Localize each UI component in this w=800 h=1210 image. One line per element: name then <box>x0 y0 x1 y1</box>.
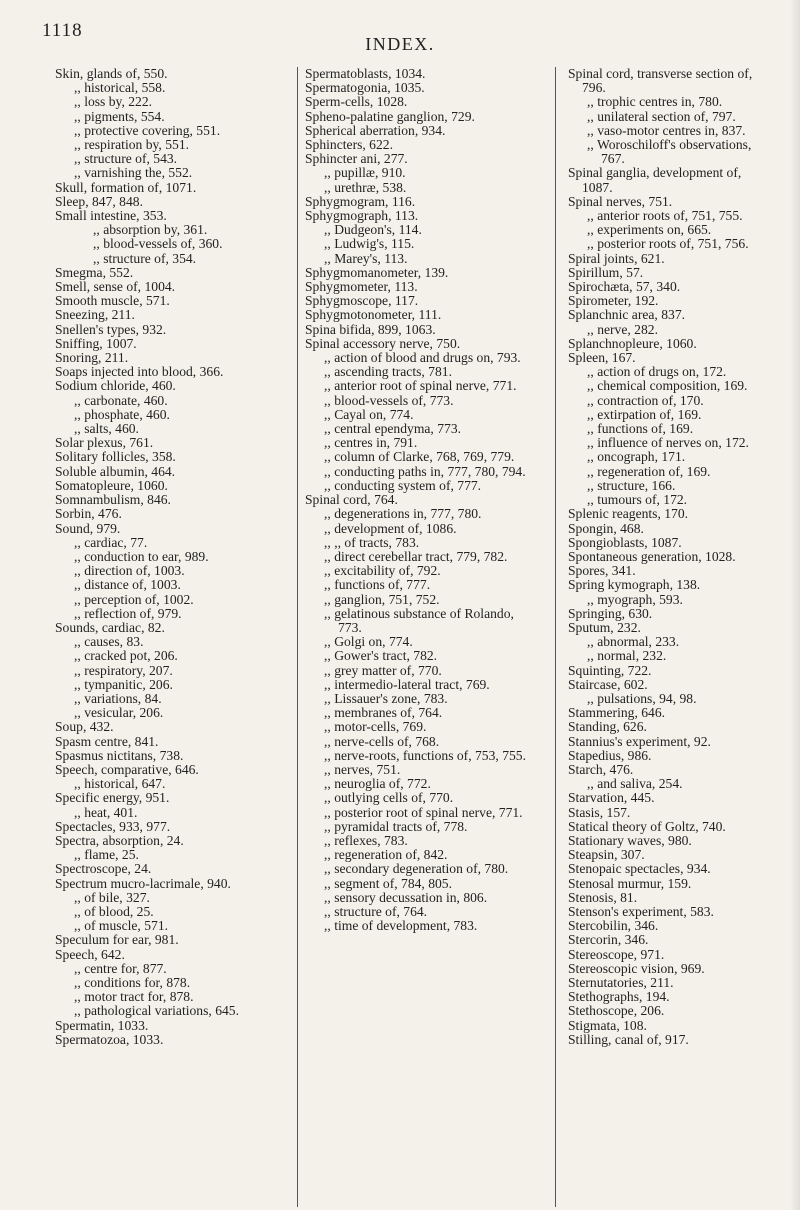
page-edge-shadow <box>790 0 800 1210</box>
index-entry: Sorbin, 476. <box>55 506 122 522</box>
index-entry: ,, ,, of tracts, 783. <box>324 534 420 550</box>
index-entry: ,, pyramidal tracts of, 778. <box>324 818 468 834</box>
index-entry: Stigmata, 108. <box>568 1017 647 1033</box>
index-entry: Snoring, 211. <box>55 350 129 366</box>
index-entry: Standing, 626. <box>568 719 647 735</box>
index-entry: Sodium chloride, 460. <box>55 378 176 394</box>
index-entry: ,, grey matter of, 770. <box>324 662 442 678</box>
index-entry: ,, structure of, 543. <box>74 151 178 167</box>
index-entry: Solar plexus, 761. <box>55 435 154 451</box>
index-entry: ,, Cayal on, 774. <box>324 406 414 422</box>
index-entry: ,, historical, 558. <box>74 80 166 96</box>
column-divider-left <box>297 67 298 1207</box>
index-entry: Soup, 432. <box>55 719 114 735</box>
index-entry: Spinal cord, 764. <box>305 492 398 508</box>
index-entry: Sphincters, 622. <box>305 137 393 153</box>
index-entry: Starvation, 445. <box>568 790 655 806</box>
index-entry: ,, and saliva, 254. <box>587 776 683 792</box>
index-entry: Speech, 642. <box>55 946 125 962</box>
index-entry: ,, degenerations in, 777, 780. <box>324 506 482 522</box>
index-entry: Squinting, 722. <box>568 662 652 678</box>
index-entry: Spirillum, 57. <box>568 264 644 280</box>
index-entry: Stereoscopic vision, 969. <box>568 960 705 976</box>
index-entry: ,, chemical composition, 169. <box>587 378 748 394</box>
index-entry: ,, Woroschiloff's observations, 767. <box>587 137 752 167</box>
index-entry: Stenosis, 81. <box>568 889 638 905</box>
index-entry: ,, vaso-motor centres in, 837. <box>587 122 746 138</box>
index-entry: ,, time of development, 783. <box>324 918 478 934</box>
index-entry: ,, Ludwig's, 115. <box>324 236 415 252</box>
index-entry: ,, nerves, 751. <box>324 761 401 777</box>
index-entry: ,, respiratory, 207. <box>74 662 173 678</box>
index-entry: ,, segment of, 784, 805. <box>324 875 452 891</box>
index-entry: ,, varnishing the, 552. <box>74 165 193 181</box>
index-entry: Spectacles, 933, 977. <box>55 818 171 834</box>
index-entry: Sphincter ani, 277. <box>305 151 408 167</box>
index-entry: Sounds, cardiac, 82. <box>55 619 165 635</box>
index-entry: ,, functions of, 777. <box>324 577 431 593</box>
index-entry: ,, Gower's tract, 782. <box>324 648 438 664</box>
index-entry: ,, nerve-roots, functions of, 753, 755. <box>324 747 526 763</box>
index-entry: Stenopaic spectacles, 934. <box>568 861 711 877</box>
index-entry: Stercobilin, 346. <box>568 918 659 934</box>
index-entry: Spermatogonia, 1035. <box>305 80 425 96</box>
index-entry: Spores, 341. <box>568 563 636 579</box>
index-entry: Sphygmograph, 113. <box>305 208 419 224</box>
index-entry: ,, of blood, 25. <box>74 903 154 919</box>
index-entry: ,, salts, 460. <box>74 421 139 437</box>
index-entry: ,, carbonate, 460. <box>74 392 168 408</box>
page-number: 1118 <box>42 20 83 41</box>
index-entry: ,, Lissauer's zone, 783. <box>324 690 448 706</box>
index-entry: Sphygmogram, 116. <box>305 193 416 209</box>
index-entry: Spinal ganglia, development of, 1087. <box>568 165 742 195</box>
index-entry: Smegma, 552. <box>55 264 134 280</box>
index-entry: ,, perception of, 1002. <box>74 591 194 607</box>
index-entry: ,, outlying cells of, 770. <box>324 790 454 806</box>
index-entry: ,, oncograph, 171. <box>587 449 686 465</box>
index-entry: Spinal accessory nerve, 750. <box>305 335 461 351</box>
index-entry: Sleep, 847, 848. <box>55 193 143 209</box>
index-entry: ,, direction of, 1003. <box>74 563 185 579</box>
index-entry: Statical theory of Goltz, 740. <box>568 818 726 834</box>
index-entry: ,, normal, 232. <box>587 648 667 664</box>
index-entry: Spheno-palatine ganglion, 729. <box>305 108 475 124</box>
index-entry: Stasis, 157. <box>568 804 631 820</box>
index-entry: Stenson's experiment, 583. <box>568 903 714 919</box>
index-entry: ,, experiments on, 665. <box>587 222 712 238</box>
index-entry: ,, heat, 401. <box>74 804 138 820</box>
index-entry: Somnambulism, 846. <box>55 492 171 508</box>
index-entry: Snellen's types, 932. <box>55 321 167 337</box>
index-entry: ,, development of, 1086. <box>324 520 457 536</box>
index-entry: ,, extirpation of, 169. <box>587 406 702 422</box>
index-entry: Spermatin, 1033. <box>55 1017 149 1033</box>
index-entry: ,, anterior roots of, 751, 755. <box>587 208 743 224</box>
index-entry: Spleen, 167. <box>568 350 636 366</box>
index-entry: Spiral joints, 621. <box>568 250 665 266</box>
index-entry: ,, regeneration of, 842. <box>324 847 448 863</box>
index-entry: ,, action of drugs on, 172. <box>587 364 727 380</box>
index-entry: ,, structure of, 764. <box>324 903 428 919</box>
index-entry: Small intestine, 353. <box>55 208 167 224</box>
index-entry: ,, tympanitic, 206. <box>74 676 173 692</box>
index-entry: ,, membranes of, 764. <box>324 705 443 721</box>
index-entry: Splanchnopleure, 1060. <box>568 335 697 351</box>
index-entry: ,, action of blood and drugs on, 793. <box>324 350 521 366</box>
index-entry: ,, posterior roots of, 751, 756. <box>587 236 749 252</box>
index-entry: Smooth muscle, 571. <box>55 293 170 309</box>
index-entry: Sphygmotonometer, 111. <box>305 307 442 323</box>
index-entry: ,, reflection of, 979. <box>74 605 182 621</box>
index-entry: ,, of muscle, 571. <box>74 918 169 934</box>
index-entry: Spirometer, 192. <box>568 293 659 309</box>
index-entry: Sperm-cells, 1028. <box>305 94 408 110</box>
index-entry: ,, Dudgeon's, 114. <box>324 222 422 238</box>
index-entry: ,, contraction of, 170. <box>587 392 704 408</box>
index-entry: Stilling, canal of, 917. <box>568 1031 689 1047</box>
index-column-1 <box>55 67 280 1047</box>
index-entry: Spirochæta, 57, 340. <box>568 279 681 295</box>
index-entry: Splenic reagents, 170. <box>568 506 689 522</box>
index-entry: Speech, comparative, 646. <box>55 761 199 777</box>
index-entry: ,, myograph, 593. <box>587 591 683 607</box>
index-entry: ,, historical, 647. <box>74 776 166 792</box>
index-entry: ,, structure, 166. <box>587 477 676 493</box>
index-entry: Solitary follicles, 358. <box>55 449 176 465</box>
index-entry: ,, pupillæ, 910. <box>324 165 406 181</box>
index-entry: ,, structure of, 354. <box>93 250 197 266</box>
index-entry: ,, ascending tracts, 781. <box>324 364 452 380</box>
index-entry: Spherical aberration, 934. <box>305 122 446 138</box>
index-entry: ,, ganglion, 751, 752. <box>324 591 440 607</box>
index-entry: ,, distance of, 1003. <box>74 577 181 593</box>
index-entry: Soaps injected into blood, 366. <box>55 364 224 380</box>
index-entry: ,, blood-vessels of, 360. <box>93 236 223 252</box>
index-entry: Spectra, absorption, 24. <box>55 832 184 848</box>
index-entry: ,, blood-vessels of, 773. <box>324 392 454 408</box>
index-entry: Skull, formation of, 1071. <box>55 179 197 195</box>
index-entry: Soluble albumin, 464. <box>55 463 176 479</box>
index-entry: ,, motor-cells, 769. <box>324 719 427 735</box>
index-entry: ,, pulsations, 94, 98. <box>587 690 697 706</box>
index-entry: Sphygmoscope, 117. <box>305 293 419 309</box>
index-entry: Sniffing, 1007. <box>55 335 137 351</box>
index-entry: ,, anterior root of spinal nerve, 771. <box>324 378 517 394</box>
index-entry: Spermatozoa, 1033. <box>55 1031 164 1047</box>
index-entry: ,, neuroglia of, 772. <box>324 776 431 792</box>
column-divider-right <box>555 67 556 1207</box>
index-entry: ,, respiration by, 551. <box>74 137 190 153</box>
index-entry: ,, protective covering, 551. <box>74 122 221 138</box>
index-entry: ,, conduction to ear, 989. <box>74 548 209 564</box>
index-entry: ,, conducting paths in, 777, 780, 794. <box>324 463 526 479</box>
index-entry: ,, nerve-cells of, 768. <box>324 733 440 749</box>
index-entry: ,, secondary degeneration of, 780. <box>324 861 509 877</box>
index-entry: Stereoscope, 971. <box>568 946 665 962</box>
index-entry: ,, urethræ, 538. <box>324 179 407 195</box>
index-entry: ,, abnormal, 233. <box>587 634 680 650</box>
index-entry: Stationary waves, 980. <box>568 832 692 848</box>
index-entry: ,, tumours of, 172. <box>587 492 688 508</box>
index-entry: Stapedius, 986. <box>568 747 652 763</box>
index-entry: ,, centres in, 791. <box>324 435 418 451</box>
index-entry: Spina bifida, 899, 1063. <box>305 321 436 337</box>
index-entry: ,, sensory decussation in, 806. <box>324 889 488 905</box>
index-entry: Spongioblasts, 1087. <box>568 534 682 550</box>
index-entry: Spinal cord, transverse section of, 796. <box>568 66 753 96</box>
index-entry: ,, loss by, 222. <box>74 94 153 110</box>
index-entry: ,, reflexes, 783. <box>324 832 408 848</box>
index-entry: ,, conditions for, 878. <box>74 975 191 990</box>
index-entry: ,, intermedio-lateral tract, 769. <box>324 676 490 692</box>
index-entry: Sphygmometer, 113. <box>305 279 418 295</box>
index-entry: ,, regeneration of, 169. <box>587 463 711 479</box>
index-entry: ,, centre for, 877. <box>74 960 167 976</box>
index-entry: ,, influence of nerves on, 172. <box>587 435 749 451</box>
index-entry: ,, Marey's, 113. <box>324 250 408 266</box>
index-entry: ,, functions of, 169. <box>587 421 694 437</box>
index-entry: ,, of bile, 327. <box>74 889 150 905</box>
index-entry: Steapsin, 307. <box>568 847 645 863</box>
index-entry: Spermatoblasts, 1034. <box>305 66 426 81</box>
index-entry: Springing, 630. <box>568 605 653 621</box>
index-entry: Sound, 979. <box>55 520 121 536</box>
index-entry: Spongin, 468. <box>568 520 644 536</box>
index-entry: ,, Golgi on, 774. <box>324 634 413 650</box>
index-entry: Stenosal murmur, 159. <box>568 875 692 891</box>
index-entry: Stercorin, 346. <box>568 932 649 948</box>
index-entry: Sternutatories, 211. <box>568 975 674 990</box>
index-entry: Stethographs, 194. <box>568 989 670 1005</box>
index-entry: ,, posterior root of spinal nerve, 771. <box>324 804 523 820</box>
index-entry: Stammering, 646. <box>568 705 666 721</box>
index-entry: Sputum, 232. <box>568 619 641 635</box>
index-entry: Spontaneous generation, 1028. <box>568 548 736 564</box>
index-entry: Starch, 476. <box>568 761 634 777</box>
index-entry: ,, conducting system of, 777. <box>324 477 482 493</box>
index-entry: ,, column of Clarke, 768, 769, 779. <box>324 449 515 465</box>
index-entry: Staircase, 602. <box>568 676 648 692</box>
index-entry: ,, cardiac, 77. <box>74 534 148 550</box>
index-column-2 <box>305 67 530 933</box>
index-entry: Spectroscope, 24. <box>55 861 152 877</box>
index-column-3 <box>568 67 773 1047</box>
index-entry: ,, excitability of, 792. <box>324 563 441 579</box>
index-entry: Splanchnic area, 837. <box>568 307 686 323</box>
index-entry: ,, nerve, 282. <box>587 321 658 337</box>
index-entry: Stannius's experiment, 92. <box>568 733 711 749</box>
index-entry: ,, absorption by, 361. <box>93 222 208 238</box>
index-entry: ,, central ependyma, 773. <box>324 421 462 437</box>
index-entry: Spring kymograph, 138. <box>568 577 701 593</box>
index-entry: Skin, glands of, 550. <box>55 66 168 81</box>
index-entry: ,, vesicular, 206. <box>74 705 164 721</box>
index-entry: Stethoscope, 206. <box>568 1003 665 1019</box>
index-entry: Somatopleure, 1060. <box>55 477 168 493</box>
index-entry: ,, trophic centres in, 780. <box>587 94 723 110</box>
index-entry: ,, pathological variations, 645. <box>74 1003 239 1019</box>
index-entry: Specific energy, 951. <box>55 790 170 806</box>
index-entry: Spasm centre, 841. <box>55 733 159 749</box>
index-entry: Spinal nerves, 751. <box>568 193 673 209</box>
index-entry: ,, motor tract for, 878. <box>74 989 194 1005</box>
index-entry: Sneezing, 211. <box>55 307 135 323</box>
index-entry: ,, flame, 25. <box>74 847 139 863</box>
index-entry: ,, pigments, 554. <box>74 108 165 124</box>
index-entry: Speculum for ear, 981. <box>55 932 179 948</box>
index-entry: ,, causes, 83. <box>74 634 144 650</box>
index-entry: ,, cracked pot, 206. <box>74 648 178 664</box>
index-entry: Smell, sense of, 1004. <box>55 279 176 295</box>
index-entry: Spectrum mucro-lacrimale, 940. <box>55 875 231 891</box>
index-entry: Spasmus nictitans, 738. <box>55 747 184 763</box>
index-entry: ,, phosphate, 460. <box>74 406 170 422</box>
index-entry: ,, variations, 84. <box>74 690 162 706</box>
index-entry: ,, unilateral section of, 797. <box>587 108 736 124</box>
index-entry: ,, gelatinous substance of Rolando, 773. <box>324 605 514 635</box>
index-entry: Sphygmomanometer, 139. <box>305 264 449 280</box>
index-entry: ,, direct cerebellar tract, 779, 782. <box>324 548 508 564</box>
running-title: INDEX. <box>365 34 435 54</box>
